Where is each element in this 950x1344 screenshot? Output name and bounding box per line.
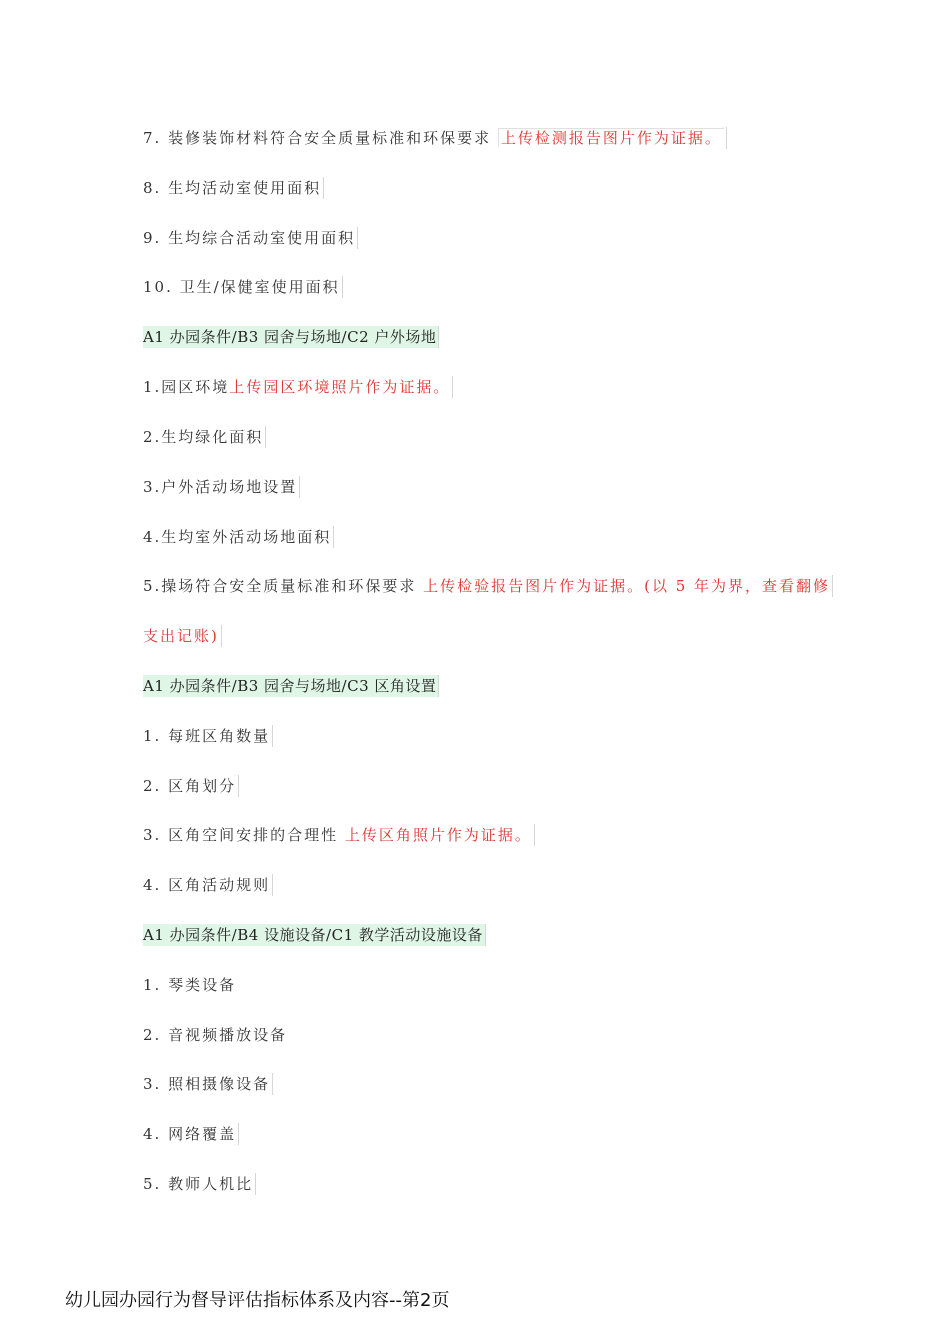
item-2-av-equipment xyxy=(143,1024,289,1046)
item-5-teacher-computer-ratio xyxy=(143,1173,256,1195)
item-4-network-coverage xyxy=(143,1123,239,1145)
item-7-decoration-materials xyxy=(143,127,727,149)
item-text: 4.生均室外活动场地面积 xyxy=(143,528,332,546)
item-9-multi-activity-room-area xyxy=(143,227,358,249)
item-text: 5.操场符合安全质量标准和环保要求 xyxy=(143,577,417,595)
item-text: 3. 照相摄像设备 xyxy=(143,1075,271,1093)
evidence-note: 上传检测报告图片作为证据。 xyxy=(498,128,724,147)
evidence-note: 上传园区环境照片作为证据。 xyxy=(229,378,451,396)
evidence-note: 上传区角照片作为证据。 xyxy=(344,826,532,844)
section-heading-c1-equipment: A1 办园条件/B4 设施设备/C1 教学活动设施设备 xyxy=(143,924,486,946)
item-text: 1. 琴类设备 xyxy=(143,976,237,994)
evidence-note: 支出记账) xyxy=(143,627,219,645)
item-text: 4. 区角活动规则 xyxy=(143,876,271,894)
item-text: 7. 装修装饰材料符合安全质量标准和环保要求 xyxy=(143,129,492,147)
item-text: 8. 生均活动室使用面积 xyxy=(143,179,322,197)
item-1-corner-count xyxy=(143,725,273,747)
item-text: 3. 区角空间安排的合理性 xyxy=(143,826,339,844)
section-heading-c3-corners: A1 办园条件/B3 园舍与场地/C3 区角设置 xyxy=(143,675,439,697)
evidence-note: 上传检验报告图片作为证据。(以 5 年为界，查看翻修 xyxy=(423,577,831,595)
item-4-outdoor-area xyxy=(143,526,334,548)
item-text: 2. 音视频播放设备 xyxy=(143,1026,288,1044)
item-1-campus-environment xyxy=(143,376,453,398)
item-text: 3.户外活动场地设置 xyxy=(143,478,298,496)
item-10-health-room-area xyxy=(143,276,343,298)
item-3-outdoor-setup xyxy=(143,476,300,498)
item-1-piano-equipment xyxy=(143,974,238,996)
item-text: 1. 每班区角数量 xyxy=(143,727,271,745)
item-2-green-area xyxy=(143,426,266,448)
item-5-playground-safety xyxy=(143,575,833,597)
item-text: 2. 区角划分 xyxy=(143,777,237,795)
page-footer: 幼儿园办园行为督导评估指标体系及内容--第2页 xyxy=(65,1290,450,1311)
item-3-corner-space xyxy=(143,824,535,846)
item-5-continuation xyxy=(143,625,222,647)
item-text: 4. 网络覆盖 xyxy=(143,1125,237,1143)
item-3-camera-equipment xyxy=(143,1073,273,1095)
item-text: 1.园区环境 xyxy=(143,378,230,396)
section-heading-c2-outdoor: A1 办园条件/B3 园舍与场地/C2 户外场地 xyxy=(143,326,439,348)
item-text: 5. 教师人机比 xyxy=(143,1175,254,1193)
item-4-corner-rules xyxy=(143,874,273,896)
item-2-corner-division xyxy=(143,775,239,797)
item-text: 2.生均绿化面积 xyxy=(143,428,264,446)
item-8-activity-room-area xyxy=(143,177,324,199)
item-text: 9. 生均综合活动室使用面积 xyxy=(143,229,356,247)
item-text: 10. 卫生/保健室使用面积 xyxy=(143,278,340,296)
